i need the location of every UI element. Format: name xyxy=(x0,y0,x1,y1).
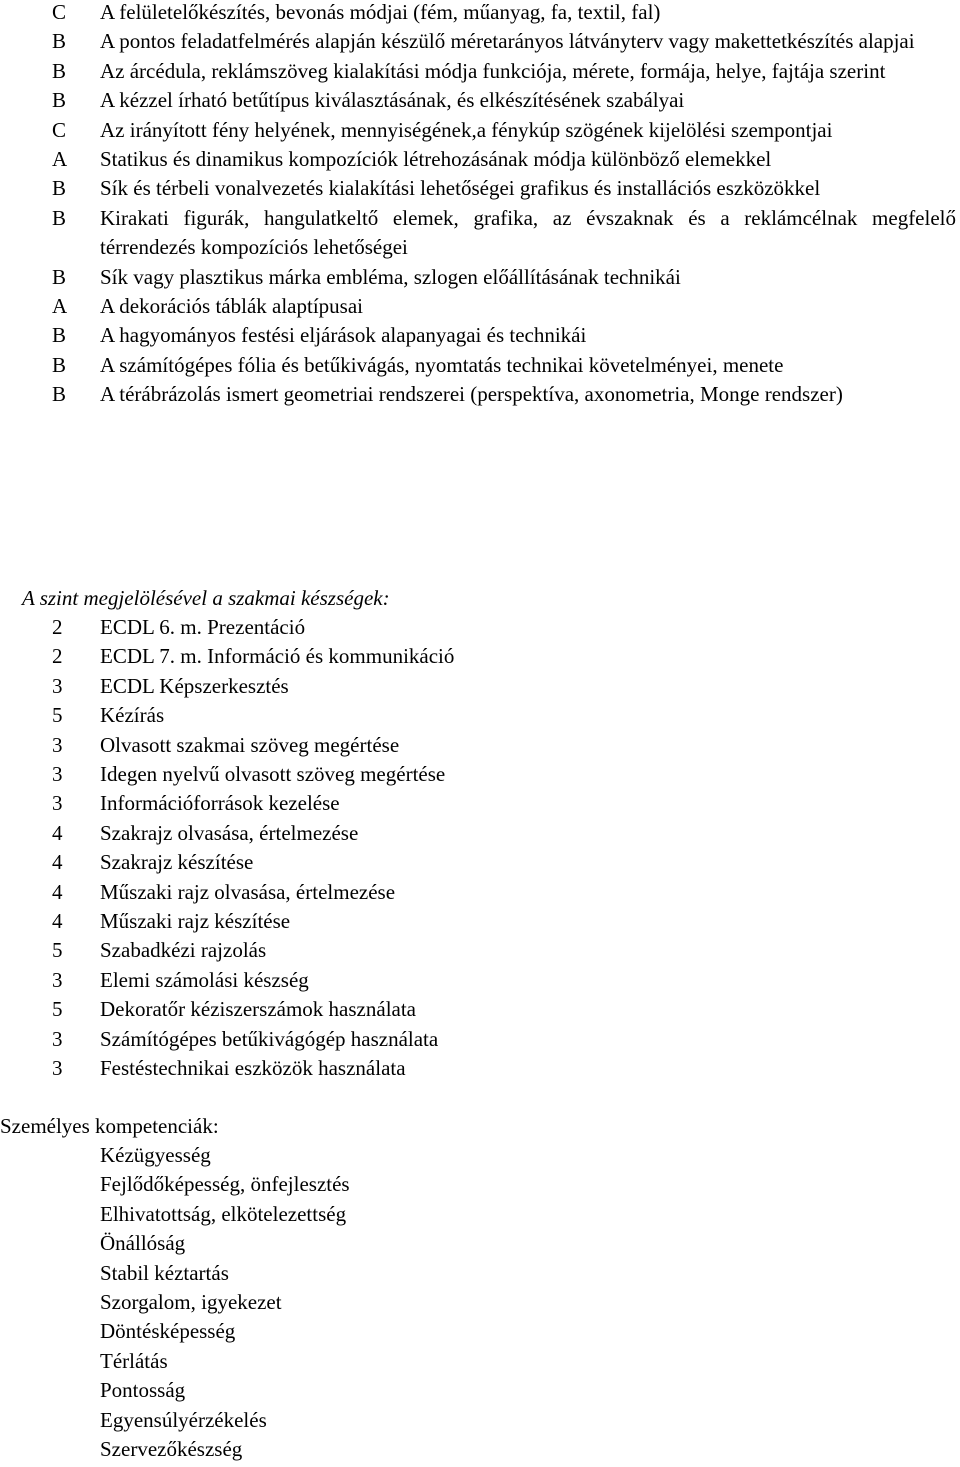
item-text: A felületelőkészítés, bevonás módjai (fém, műanyag, fa, textil, fal) xyxy=(100,0,661,24)
level-code: B xyxy=(52,323,67,348)
level-code: A xyxy=(52,294,68,319)
item-text: Az árcédula, reklámszöveg kialakítási módja funkciója, mérete, formája, helye, fajtája szerint xyxy=(100,58,886,83)
list-item: Önállóság xyxy=(100,1231,186,1256)
skill-level: 4 xyxy=(52,820,63,845)
list-item xyxy=(0,613,960,642)
level-code: B xyxy=(52,205,67,230)
skills-heading: A szint megjelölésével a szakmai készségek: xyxy=(22,586,390,610)
list-item: Döntésképesség xyxy=(100,1319,236,1344)
list-item xyxy=(0,819,960,848)
item-text: Sík vagy plasztikus márka embléma, szlogen előállításának technikái xyxy=(100,264,681,289)
level-code: B xyxy=(52,176,67,201)
list-item xyxy=(0,145,960,174)
list-item xyxy=(0,380,960,409)
skill-text: Műszaki rajz olvasása, értelmezése xyxy=(100,879,396,904)
list-item xyxy=(0,116,960,145)
list-item: Kézügyesség xyxy=(100,1143,211,1167)
level-code: B xyxy=(52,352,67,377)
level-code: B xyxy=(52,29,67,54)
skill-text: Festéstechnikai eszközök használata xyxy=(100,1056,406,1081)
skill-text: Kézírás xyxy=(100,703,165,728)
skill-text: Elemi számolási készség xyxy=(100,967,309,992)
list-item xyxy=(0,57,960,86)
list-item: Szorgalom, igyekezet xyxy=(100,1290,282,1315)
list-item xyxy=(0,878,960,907)
skill-level: 5 xyxy=(52,997,63,1022)
level-code: B xyxy=(52,264,67,289)
list-item xyxy=(0,966,960,995)
skills-list xyxy=(0,613,960,1084)
item-text: A térábrázolás ismert geometriai rendszerei (perspektíva, axonometria, Monge rendszer) xyxy=(100,382,843,407)
skill-text: Műszaki rajz készítése xyxy=(100,909,291,934)
knowledge-list xyxy=(0,0,960,410)
skill-text: ECDL 6. m. Prezentáció xyxy=(100,615,306,639)
list-item xyxy=(0,27,960,56)
list-item xyxy=(0,174,960,203)
skill-level: 4 xyxy=(52,879,63,904)
skill-level: 3 xyxy=(52,762,63,787)
skill-level: 3 xyxy=(52,732,63,757)
skill-text: Dekoratőr kéziszerszámok használata xyxy=(100,997,417,1022)
skill-text: ECDL Képszerkesztés xyxy=(100,673,289,698)
skill-text: ECDL 7. m. Információ és kommunikáció xyxy=(100,644,455,669)
item-text: A hagyományos festési eljárások alapanyagai és technikái xyxy=(100,323,587,348)
item-text: A kézzel írható betűtípus kiválasztásának, és elkészítésének szabályai xyxy=(100,88,685,113)
list-item xyxy=(0,204,960,263)
list-item: Stabil kéztartás xyxy=(100,1260,229,1285)
item-text: A számítógépes fólia és betűkivágás, nyomtatás technikai követelményei, menete xyxy=(100,352,784,377)
skill-level: 3 xyxy=(52,967,63,992)
skill-level: 3 xyxy=(52,1026,63,1051)
list-item xyxy=(0,1054,960,1083)
list-item xyxy=(0,760,960,789)
level-code: C xyxy=(52,0,67,24)
skill-level: 2 xyxy=(52,644,63,669)
competencies-list xyxy=(100,1141,350,1464)
list-item: Szervezőkészség xyxy=(100,1437,243,1462)
item-text: Az irányított fény helyének, mennyiségének,a fénykúp szögének kijelölési szempontjai xyxy=(100,117,833,142)
list-item: Térlátás xyxy=(100,1348,168,1373)
list-item: Elhivatottság, elkötelezettség xyxy=(100,1201,347,1226)
list-item xyxy=(0,731,960,760)
skill-level: 4 xyxy=(52,909,63,934)
item-text: Sík és térbeli vonalvezetés kialakítási lehetőségei grafikus és installációs eszközökkel xyxy=(100,176,821,201)
skill-level: 3 xyxy=(52,791,63,816)
list-item xyxy=(0,263,960,292)
skill-text: Szakrajz olvasása, értelmezése xyxy=(100,820,359,845)
skill-text: Szakrajz készítése xyxy=(100,850,254,875)
list-item xyxy=(0,701,960,730)
competencies-heading: Személyes kompetenciák: xyxy=(0,1114,219,1138)
skill-text: Számítógépes betűkivágógép használata xyxy=(100,1026,439,1051)
skill-text: Olvasott szakmai szöveg megértése xyxy=(100,732,400,757)
list-item xyxy=(0,995,960,1024)
skill-level: 4 xyxy=(52,850,63,875)
skill-level: 2 xyxy=(52,615,63,639)
skill-text: Idegen nyelvű olvasott szöveg megértése xyxy=(100,762,446,787)
list-item xyxy=(0,86,960,115)
skill-level: 3 xyxy=(52,1056,63,1081)
level-code: B xyxy=(52,382,67,407)
list-item xyxy=(0,907,960,936)
list-item: Pontosság xyxy=(100,1378,186,1403)
skill-level: 3 xyxy=(52,673,63,698)
list-item xyxy=(0,789,960,818)
list-item xyxy=(0,848,960,877)
list-item xyxy=(0,936,960,965)
level-code: A xyxy=(52,147,68,172)
list-item xyxy=(0,321,960,350)
list-item xyxy=(0,642,960,671)
level-code: B xyxy=(52,88,67,113)
skill-level: 5 xyxy=(52,938,63,963)
item-text: A dekorációs táblák alaptípusai xyxy=(100,294,364,319)
list-item xyxy=(0,292,960,321)
list-item xyxy=(0,351,960,380)
level-code: B xyxy=(52,58,67,83)
item-text: Kirakati figurák, hangulatkeltő elemek, grafika, az évszaknak és a reklámcélnak megfelelő térrendezés kompozíciós lehetőségei xyxy=(100,205,956,260)
item-text: Statikus és dinamikus kompozíciók létrehozásának módja különböző elemekkel xyxy=(100,147,772,172)
list-item: Fejlődőképesség, önfejlesztés xyxy=(100,1172,350,1197)
item-text: A pontos feladatfelmérés alapján készülő méretarányos látványterv vagy makettetkészítés alapjai xyxy=(100,29,915,54)
skill-text: Információforrások kezelése xyxy=(100,791,340,816)
list-item xyxy=(0,0,960,27)
list-item xyxy=(0,672,960,701)
level-code: C xyxy=(52,117,67,142)
list-item: Egyensúlyérzékelés xyxy=(100,1407,267,1432)
list-item xyxy=(0,1025,960,1054)
skill-text: Szabadkézi rajzolás xyxy=(100,938,267,963)
skill-level: 5 xyxy=(52,703,63,728)
